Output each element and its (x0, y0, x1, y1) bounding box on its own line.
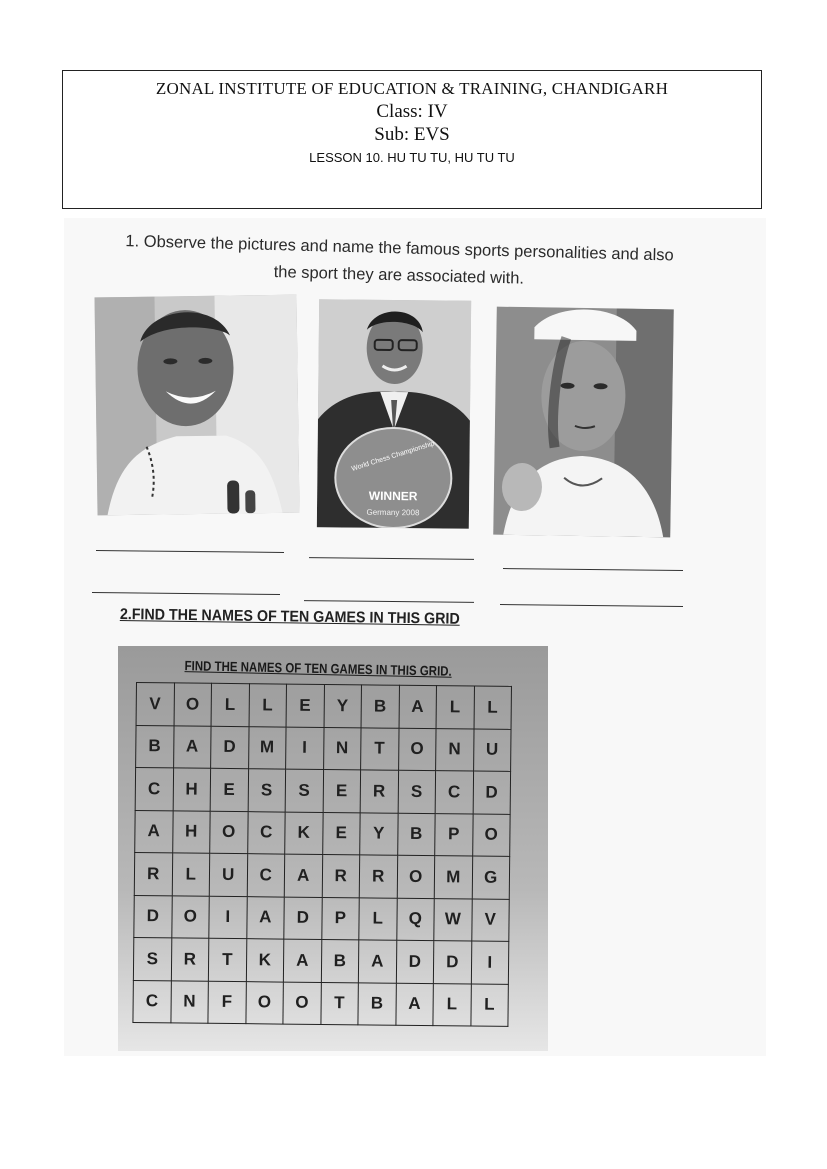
grid-cell[interactable]: B (397, 813, 435, 856)
grid-row (136, 725, 511, 771)
grid-cell[interactable]: V (471, 899, 509, 942)
grid-cell[interactable]: L (474, 686, 512, 729)
grid-cell[interactable]: F (208, 981, 246, 1024)
grid-cell[interactable]: A (399, 685, 437, 728)
grid-cell[interactable]: D (211, 726, 249, 769)
grid-cell[interactable]: A (246, 896, 284, 939)
grid-cell[interactable]: Q (396, 898, 434, 941)
grid-cell[interactable]: M (434, 856, 472, 899)
grid-row (133, 980, 508, 1026)
grid-cell[interactable]: T (320, 982, 358, 1025)
grid-cell[interactable]: R (322, 854, 360, 897)
grid-cell[interactable]: B (321, 939, 359, 982)
grid-cell[interactable]: N (170, 980, 208, 1023)
grid-cell[interactable]: H (173, 768, 211, 811)
grid-cell[interactable]: O (210, 811, 248, 854)
grid-row (133, 937, 508, 983)
grid-cell[interactable]: C (247, 811, 285, 854)
grid-cell[interactable]: K (285, 812, 323, 855)
grid-cell[interactable]: M (248, 726, 286, 769)
grid-row (134, 852, 509, 898)
grid-row (135, 810, 510, 856)
cricketer-photo (94, 295, 299, 516)
grid-cell[interactable]: L (470, 984, 508, 1027)
grid-cell[interactable]: L (211, 683, 249, 726)
grid-cell[interactable]: R (134, 852, 172, 895)
grid-cell[interactable]: U (473, 729, 511, 772)
trophy-arc-text: World Chess Championship (350, 440, 436, 473)
grid-cell[interactable]: I (286, 727, 324, 770)
grid-cell[interactable]: E (323, 769, 361, 812)
grid-cell[interactable]: P (321, 897, 359, 940)
grid-cell[interactable]: W (434, 898, 472, 941)
grid-cell[interactable]: A (283, 939, 321, 982)
subject-label: Sub: EVS (374, 124, 450, 145)
grid-cell[interactable]: Y (360, 812, 398, 855)
grid-cell[interactable]: A (135, 810, 173, 853)
grid-cell[interactable]: S (398, 770, 436, 813)
grid-cell[interactable]: A (395, 983, 433, 1026)
grid-cell[interactable]: V (136, 683, 174, 726)
grid-cell[interactable]: O (398, 728, 436, 771)
grid-cell[interactable]: C (133, 980, 171, 1023)
grid-cell[interactable]: E (210, 768, 248, 811)
grid-cell[interactable]: K (246, 939, 284, 982)
grid-cell[interactable]: C (135, 768, 173, 811)
grid-cell[interactable]: O (174, 683, 212, 726)
grid-cell[interactable]: R (171, 938, 209, 981)
question-2: 2.FIND THE NAMES OF TEN GAMES IN THIS GRID (119, 606, 460, 628)
grid-cell[interactable]: L (172, 853, 210, 896)
grid-cell[interactable]: I (209, 896, 247, 939)
grid-cell[interactable]: O (397, 855, 435, 898)
grid-title: FIND THE NAMES OF TEN GAMES IN THIS GRID. (184, 658, 452, 679)
grid-cell[interactable]: N (436, 728, 474, 771)
grid-cell[interactable]: A (358, 940, 396, 983)
grid-cell[interactable]: S (248, 769, 286, 812)
class-label: Class: IV (376, 101, 448, 122)
word-search-grid (132, 682, 512, 1027)
trophy-sub-text: Germany 2008 (366, 507, 420, 518)
grid-cell[interactable]: G (472, 856, 510, 899)
grid-cell[interactable]: O (171, 895, 209, 938)
grid-cell[interactable]: R (360, 770, 398, 813)
grid-cell[interactable]: L (249, 684, 287, 727)
grid-cell[interactable]: L (359, 897, 397, 940)
grid-cell[interactable]: C (247, 854, 285, 897)
grid-cell[interactable]: O (472, 814, 510, 857)
grid-cell[interactable]: U (209, 853, 247, 896)
grid-row (134, 895, 509, 941)
lesson-title: LESSON 10. HU TU TU, HU TU TU (309, 150, 515, 165)
question-1: 1. Observe the pictures and name the famous sports personalities and also the sport they are associated with. (125, 232, 674, 288)
grid-cell[interactable]: T (361, 727, 399, 770)
header-box (62, 70, 762, 209)
grid-cell[interactable]: A (173, 725, 211, 768)
grid-cell[interactable]: D (433, 941, 471, 984)
grid-cell[interactable]: H (172, 810, 210, 853)
trophy-winner-text: WINNER (368, 488, 418, 504)
grid-cell[interactable]: T (208, 938, 246, 981)
grid-cell[interactable]: E (286, 684, 324, 727)
grid-cell[interactable]: P (435, 813, 473, 856)
grid-cell[interactable]: C (435, 771, 473, 814)
grid-cell[interactable]: D (134, 895, 172, 938)
grid-cell[interactable]: O (283, 982, 321, 1025)
grid-cell[interactable]: L (436, 686, 474, 729)
grid-cell[interactable]: D (284, 897, 322, 940)
grid-cell[interactable]: D (396, 940, 434, 983)
grid-cell[interactable]: D (473, 771, 511, 814)
grid-cell[interactable]: B (358, 982, 396, 1025)
grid-cell[interactable]: S (133, 937, 171, 980)
grid-cell[interactable]: R (359, 855, 397, 898)
grid-row (135, 768, 510, 814)
institute-name: ZONAL INSTITUTE OF EDUCATION & TRAINING, CHANDIGARH (155, 79, 669, 98)
grid-cell[interactable]: O (245, 981, 283, 1024)
grid-cell[interactable]: B (361, 685, 399, 728)
grid-cell[interactable]: B (136, 725, 174, 768)
chess-player-photo (317, 299, 471, 529)
grid-cell[interactable]: S (285, 769, 323, 812)
grid-cell[interactable]: E (322, 812, 360, 855)
grid-cell[interactable]: N (323, 727, 361, 770)
grid-cell[interactable]: Y (324, 684, 362, 727)
grid-row (136, 683, 511, 729)
tennis-player-photo (493, 307, 674, 538)
grid-cell[interactable]: I (471, 941, 509, 984)
grid-cell[interactable]: A (284, 854, 322, 897)
grid-cell[interactable]: L (433, 983, 471, 1026)
